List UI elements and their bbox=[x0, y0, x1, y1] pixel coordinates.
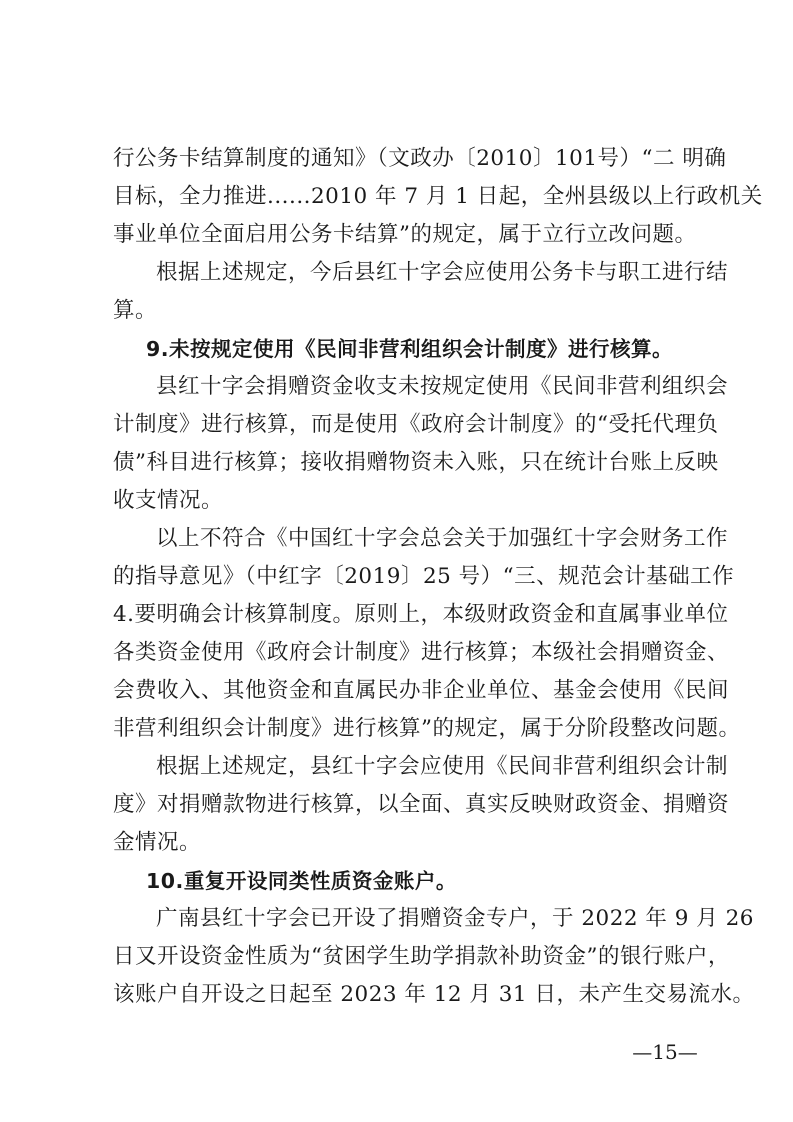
paragraph-line: 算。 bbox=[113, 298, 158, 323]
paragraph-line: 金情况。 bbox=[113, 830, 202, 855]
paragraph-line: 4.要明确会计核算制度。原则上，本级财政资金和直属事业单位 bbox=[113, 602, 729, 627]
paragraph-line: 度》对捐赠款物进行核算，以全面、真实反映财政资金、捐赠资 bbox=[113, 792, 730, 817]
paragraph-line: 各类资金使用《政府会计制度》进行核算；本级社会捐赠资金、 bbox=[113, 640, 730, 665]
paragraph-line: 日又开设资金性质为“贫困学生助学捐款补助资金”的银行账户， bbox=[113, 944, 730, 969]
paragraph-line: 以上不符合《中国红十字会总会关于加强红十字会财务工作 bbox=[156, 526, 729, 551]
paragraph-line: 广南县红十字会已开设了捐赠资金专户，于 2022 年 9 月 26 bbox=[156, 906, 754, 931]
paragraph-line: 根据上述规定，县红十字会应使用《民间非营利组织会计制 bbox=[156, 754, 729, 779]
paragraph-line: 的指导意见》（中红字〔2019〕25 号）“三、规范会计基础工作 bbox=[113, 564, 735, 589]
paragraph-line: 债”科目进行核算；接收捐赠物资未入账，只在统计台账上反映 bbox=[113, 450, 719, 475]
section-heading: 9.未按规定使用《民间非营利组织会计制度》进行核算。 bbox=[146, 337, 674, 361]
paragraph-line: 非营利组织会计制度》进行核算”的规定，属于分阶段整改问题。 bbox=[113, 716, 741, 741]
paragraph-line: 事业单位全面启用公务卡结算”的规定，属于立行立改问题。 bbox=[113, 222, 697, 247]
paragraph-line: 收支情况。 bbox=[113, 488, 224, 513]
paragraph-line: 计制度》进行核算，而是使用《政府会计制度》的“受托代理负 bbox=[113, 412, 719, 437]
paragraph-line: 根据上述规定，今后县红十字会应使用公务卡与职工进行结 bbox=[156, 260, 729, 285]
page-number: —15— bbox=[632, 1040, 698, 1064]
paragraph-line: 县红十字会捐赠资金收支未按规定使用《民间非营利组织会 bbox=[156, 374, 729, 399]
document-body bbox=[113, 140, 763, 1014]
paragraph-line: 会费收入、其他资金和直属民办非企业单位、基金会使用《民间 bbox=[113, 678, 730, 703]
paragraph-line: 该账户自开设之日起至 2023 年 12 月 31 日，未产生交易流水。 bbox=[113, 982, 755, 1007]
paragraph-line: 行公务卡结算制度的通知》（文政办〔2010〕101号）“二 明确 bbox=[113, 146, 727, 171]
section-heading: 10.重复开设同类性质资金账户。 bbox=[146, 869, 457, 893]
paragraph-line: 目标，全力推进......2010 年 7 月 1 日起，全州县级以上行政机关 bbox=[113, 184, 763, 209]
